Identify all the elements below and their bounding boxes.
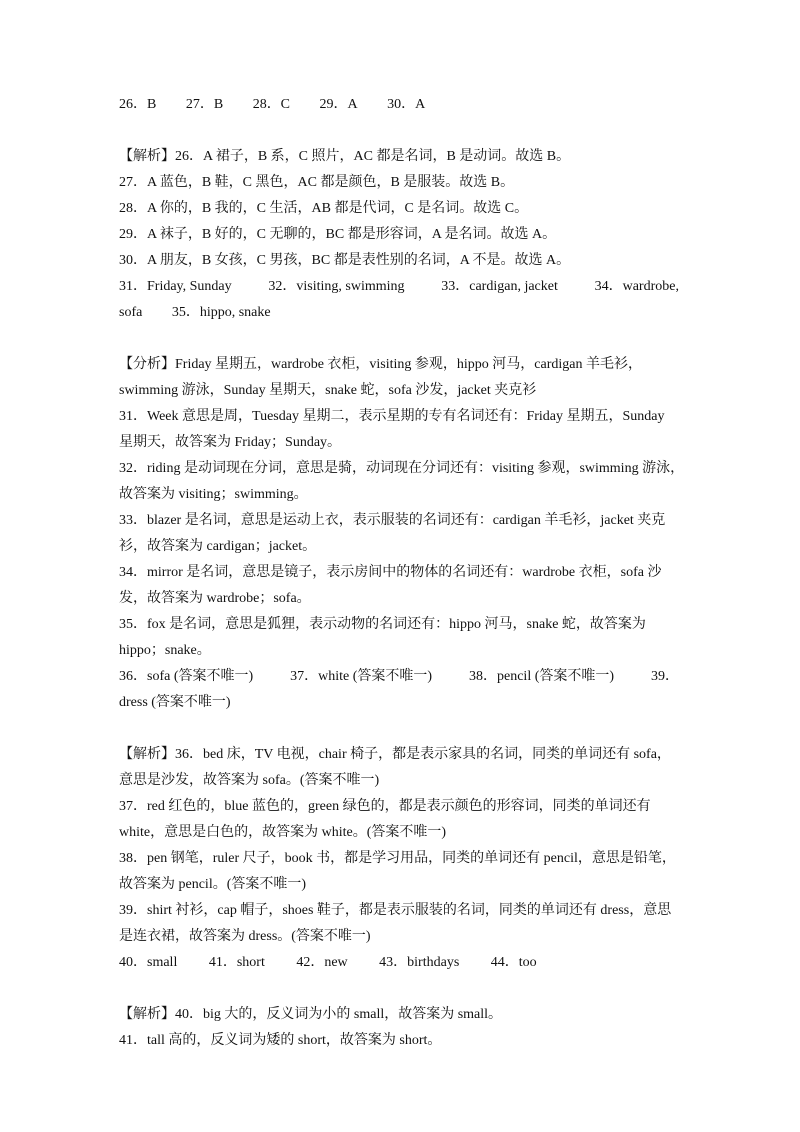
answer-30: 30．A xyxy=(387,97,426,112)
answer-38: 38．pencil (答案不唯一) xyxy=(469,669,615,684)
answer-39: 39． xyxy=(650,669,679,684)
answer-32: 32．visiting, swimming xyxy=(268,279,405,294)
answers-31-34 xyxy=(119,274,679,300)
analysis-line: 39．shirt 衬衫，cap 帽子，shoes 鞋子，都是表示服装的名词，同类的单词还有 dress，意思 xyxy=(119,903,672,918)
analysis-line: 故答案为 visiting；swimming。 xyxy=(119,487,308,502)
answer-34-cont: sofa xyxy=(119,305,143,320)
answer-41: 41．short xyxy=(208,955,265,970)
spacer xyxy=(119,118,689,144)
analysis-line: 38．pen 钢笔，ruler 尺子，book 书，都是学习用品，同类的单词还有 pencil，意思是铅笔， xyxy=(119,851,676,866)
answer-43: 43．birthdays xyxy=(379,955,460,970)
analysis-line: 32．riding 是动词现在分词，意思是骑，动词现在分词还有：visiting 参观，swimming 游泳， xyxy=(119,461,685,476)
analysis-line: 【解析】40．big 大的，反义词为小的 small，故答案为 small。 xyxy=(119,1007,503,1022)
analysis-line: 是连衣裙，故答案为 dress。(答案不唯一) xyxy=(119,929,371,944)
analysis-line: 意思是沙发，故答案为 sofa。(答案不唯一) xyxy=(119,773,380,788)
answer-36: 36．sofa (答案不唯一) xyxy=(119,669,254,684)
analysis-line: 35．fox 是名词，意思是狐狸，表示动物的名词还有：hippo 河马，snake 蛇，故答案为 xyxy=(119,617,646,632)
analysis-31-35 xyxy=(119,352,689,664)
analysis-line: 【分析】Friday 星期五，wardrobe 衣柜，visiting 参观，hippo 河马，cardigan 羊毛衫， xyxy=(119,357,643,372)
analysis-36-39 xyxy=(119,742,689,950)
analysis-line: 【解析】26．A 裙子，B 系，C 照片，AC 都是名词，B 是动词。故选 B。 xyxy=(119,149,571,164)
answer-35: 35．hippo, snake xyxy=(171,305,271,320)
answer-28: 28．C xyxy=(252,97,291,112)
analysis-line: 37．red 红色的，blue 蓝色的，green 绿色的，都是表示颜色的形容词，同类的单词还有 xyxy=(119,799,651,814)
answers-36-39 xyxy=(119,664,679,690)
answer-39-cont: dress (答案不唯一) xyxy=(119,695,231,710)
answer-33: 33．cardigan, jacket xyxy=(441,279,558,294)
answer-34: 34．wardrobe, xyxy=(594,279,679,294)
answer-27: 27．B xyxy=(185,97,224,112)
answers-34-35 xyxy=(119,300,689,326)
analysis-line: 故答案为 pencil。(答案不唯一) xyxy=(119,877,307,892)
analysis-line: 发，故答案为 wardrobe；sofa。 xyxy=(119,591,311,606)
analysis-line: 31．Week 意思是周，Tuesday 星期二，表示星期的专有名词还有：Friday 星期五，Sunday xyxy=(119,409,665,424)
answer-42: 42．new xyxy=(296,955,348,970)
spacer xyxy=(119,326,689,352)
answers-40-44 xyxy=(119,950,689,976)
analysis-line: 28．A 你的，B 我的，C 生活，AB 都是代词，C 是名词。故选 C。 xyxy=(119,201,529,216)
answer-40: 40．small xyxy=(119,955,178,970)
analysis-line: white，意思是白色的，故答案为 white。(答案不唯一) xyxy=(119,825,447,840)
answer-44: 44．too xyxy=(490,955,537,970)
analysis-line: 衫，故答案为 cardigan；jacket。 xyxy=(119,539,317,554)
analysis-26-30 xyxy=(119,144,689,274)
answer-31: 31．Friday, Sunday xyxy=(119,279,232,294)
analysis-40-44 xyxy=(119,1002,689,1054)
spacer xyxy=(119,716,689,742)
answers-26-30 xyxy=(119,92,689,118)
answer-29: 29．A xyxy=(319,97,358,112)
analysis-line: hippo；snake。 xyxy=(119,643,211,658)
analysis-line: 【解析】36．bed 床，TV 电视，chair 椅子，都是表示家具的名词，同类的单词还有 sofa， xyxy=(119,747,671,762)
analysis-line: 30．A 朋友，B 女孩，C 男孩，BC 都是表性别的名词，A 不是。故选 A。 xyxy=(119,253,571,268)
analysis-line: 33．blazer 是名词，意思是运动上衣，表示服装的名词还有：cardigan 羊毛衫，jacket 夹克 xyxy=(119,513,666,528)
analysis-line: swimming 游泳，Sunday 星期天，snake 蛇，sofa 沙发，jacket 夹克衫 xyxy=(119,383,537,398)
analysis-line: 34．mirror 是名词，意思是镜子，表示房间中的物体的名词还有：wardrobe 衣柜，sofa 沙 xyxy=(119,565,662,580)
document-page xyxy=(119,92,689,1054)
answer-37: 37．white (答案不唯一) xyxy=(290,669,433,684)
analysis-line: 29．A 袜子，B 好的，C 无聊的，BC 都是形容词，A 是名词。故选 A。 xyxy=(119,227,557,242)
analysis-line: 27．A 蓝色，B 鞋，C 黑色，AC 都是颜色，B 是服装。故选 B。 xyxy=(119,175,515,190)
analysis-line: 星期天，故答案为 Friday；Sunday。 xyxy=(119,435,342,450)
spacer xyxy=(119,976,689,1002)
answer-26: 26．B xyxy=(119,97,157,112)
analysis-line: 41．tall 高的，反义词为矮的 short，故答案为 short。 xyxy=(119,1033,442,1048)
